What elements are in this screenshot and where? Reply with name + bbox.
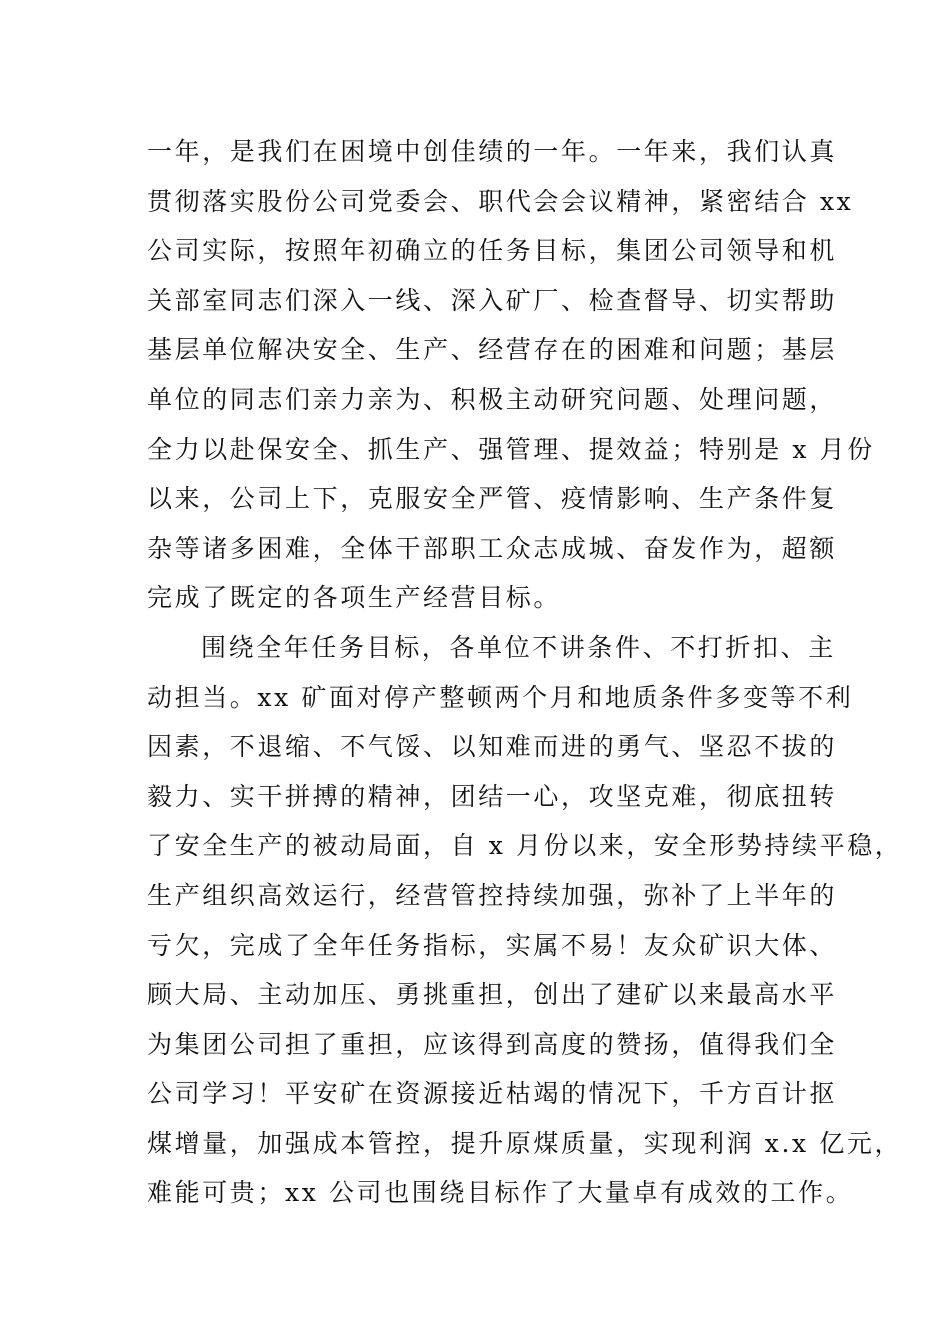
document-body [147, 127, 903, 1218]
text-line: 单位的同志们亲力亲为、积极主动研究问题、处理问题， [147, 384, 838, 414]
text-line: 关部室同志们深入一线、深入矿厂、检查督导、切实帮助 [147, 285, 838, 315]
text-line: 围绕全年任务目标，各单位不讲条件、不打折扣、主 [201, 632, 836, 662]
text-line: 基层单位解决安全、生产、经营存在的困难和问题；基层 [147, 335, 838, 365]
paragraph-1 [147, 127, 875, 623]
text-line: 顾大局、主动加压、勇挑重担，创出了建矿以来最高水平 [147, 980, 838, 1010]
text-line: 毅力、实干拼搏的精神，团结一心，攻坚克难，彻底扭转 [147, 781, 838, 811]
text-line: 公司实际，按照年初确立的任务目标，集团公司领导和机 [147, 236, 838, 266]
text-line: 一年，是我们在困境中创佳绩的一年。一年来，我们认真 [147, 137, 838, 166]
text-line: 贯彻落实股份公司党委会、职代会会议精神，紧密结合 xx [147, 186, 854, 216]
text-line: 杂等诸多困难，全体干部职工众志成城、奋发作为，超额 [147, 533, 838, 563]
text-line: 煤增量，加强成本管控，提升原煤质量，实现利润 x.x 亿元， [147, 1128, 903, 1158]
text-line: 公司学习！平安矿在资源接近枯竭的情况下，千方百计抠 [147, 1079, 838, 1109]
text-line: 全力以赴保安全、抓生产、强管理、提效益；特别是 x 月份 [147, 434, 875, 464]
text-line: 完成了既定的各项生产经营目标。 [147, 583, 562, 613]
text-line: 动担当。xx 矿面对停产整顿两个月和地质条件多变等不利 [147, 682, 854, 712]
text-line: 亏欠，完成了全年任务指标，实属不易！友众矿识大体、 [147, 930, 838, 960]
text-line: 生产组织高效运行，经营管控持续加强，弥补了上半年的 [147, 880, 838, 910]
text-line: 难能可贵；xx 公司也围绕目标作了大量卓有成效的工作。 [147, 1178, 854, 1208]
paragraph-2 [147, 623, 903, 1218]
text-line: 因素，不退缩、不气馁、以知难而进的勇气、坚忍不拔的 [147, 732, 838, 762]
text-line: 为集团公司担了重担，应该得到高度的赞扬，值得我们全 [147, 1029, 838, 1059]
text-line: 以来，公司上下，克服安全严管、疫情影响、生产条件复 [147, 484, 838, 514]
text-line: 了安全生产的被动局面，自 x 月份以来，安全形势持续平稳， [147, 831, 903, 861]
